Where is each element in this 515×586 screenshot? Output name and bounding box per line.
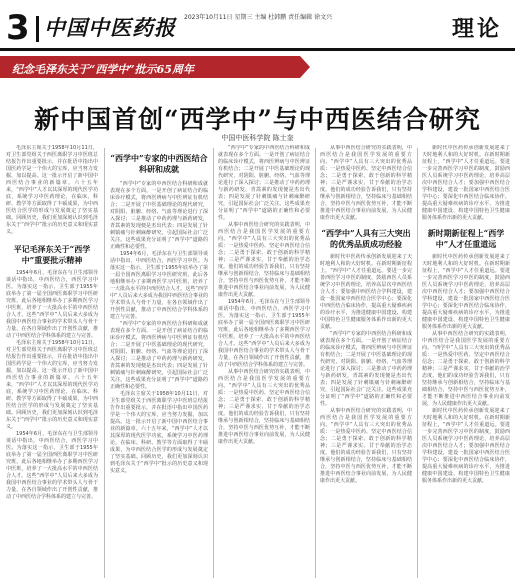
column-paragraph: 毛泽东主席关于1958年10月11日，对卫生部党组关于西医离职学习中医班总结报告作出重要批示，并在批语中指出中国医药学是一个伟大的宝库，应当努力发掘，加以提高。这一批示开启了新中国中西医结合事业的新篇章。六十五年来，“西学中”人才以其深厚的现代医学功底，系统学习中医药理论，在临床、科研、教学等方面取得了丰硕成果，为中西医结合医学的形成与发展奠定了坚实基础。回顾历史，我们更加深刻认识到毛泽东关于“西学中”批示的历史意义和现实意义。 — [110, 391, 208, 474]
subhead-3: 新时期新征程上“西学中”人才任重道远 — [427, 228, 505, 249]
series-banner-arrow — [300, 56, 310, 78]
masthead-title: 中国中医药报 — [44, 15, 176, 40]
column-paragraph: “西学中”专家的中西医结合科研和成就表现在多个方面。一是开创了病证结合的临床诊疗模式，将西医辨病与中医辨证有机结合；二是开展了中医基础理论的现代研究，对阴阳、脏腑、经络、气血等理论进行了深入探讨；三是推动了中药药理与新药研发，青蒿素的发现便是杰出代表；四是发展了针刺镇痛与针刺麻醉研究，引起国际社会广泛关注。这些成果充分证明了“西学中”道路的正确性和必要性。 — [110, 321, 208, 390]
column-paragraph: 毛泽东主席关于1958年10月11日，对卫生部党组关于西医离职学习中医班总结报告作出重要批示，并在批语中指出中国医药学是一个伟大的宝库，应当努力发掘，加以提高。这一批示开启了新中国中西医结合事业的新篇章。六十五年来，“西学中”人才以其深厚的现代医学功底，系统学习中医药理论，在临床、科研、教学等方面取得了丰硕成果，为中西医结合医学的形成与发展奠定了坚实基础。回顾历史，我们更加深刻认识到毛泽东关于“西学中”批示的历史意义和现实意义。 — [6, 340, 98, 430]
header-rule — [0, 48, 515, 51]
column-paragraph: “西学中”专家的中西医结合科研和成就表现在多个方面。一是开创了病证结合的临床诊疗模式，将西医辨病与中医辨证有机结合；二是开展了中医基础理论的现代研究，对阴阳、脏腑、经络、气血等理论进行了深入探讨；三是推动了中药药理与新药研发，青蒿素的发现便是杰出代表；四是发展了针刺镇痛与针刺麻醉研究，引起国际社会广泛关注。这些成果充分证明了“西学中”道路的正确性和必要性。 — [218, 145, 310, 221]
subhead-1: 平记毛泽东关于“西学中”重要批示精神 — [13, 244, 91, 265]
column-paragraph: 1954年6月，毛泽东在与卫生部领导谈话中指出，中西医结合，西医学习中医。为落实这一指示，卫生部于1955年底举办了第一届全国西医离职学习中医研究班，此后各地相继举办了多期西医学习中医班，培养了一大批高水平的中西医结合人才。这些“西学中”人员后来大多成为我国中西医结合事业的学术带头人与骨干力量，在各自领域作出了开创性贡献，推动了中西医结合学科体系的建立与完善。 — [218, 299, 310, 368]
article-column-1 — [6, 145, 98, 583]
page-number: 3 — [6, 8, 28, 48]
column-rule — [213, 148, 214, 578]
column-paragraph: 从事中西医结合研究的实践表明，中西医结合是我国医学发展的重要方向。“西学中”人具有三大突出的优秀品质：一是热爱中医药、坚定中西医结合信念；二是勇于探索、敢于创新的科学精神；三是严谨求实、甘于奉献的治学态度。他们的成功经验告诉我们，只有坚持继承与创新相结合，坚持临床与基础相结合，坚持中医与西医优势互补，才能不断推进中西医结合事业向前发展，为人民健康作出更大贡献。 — [422, 331, 510, 407]
subhead-0: “西学中”专家的中西医结合科研和成就 — [110, 153, 208, 174]
column-paragraph: 从事中西医结合研究的实践表明，中西医结合是我国医学发展的重要方向。“西学中”人具有三大突出的优秀品质：一是热爱中医药、坚定中西医结合信念；二是勇于探索、敢于创新的科学精神；三是严谨求实、甘于奉献的治学态度。他们的成功经验告诉我们，只有坚持继承与创新相结合，坚持临床与基础相结合，坚持中医与西医优势互补，才能不断推进中西医结合事业向前发展，为人民健康作出更大贡献。 — [320, 145, 412, 221]
section-title: 理论 — [452, 16, 503, 42]
subhead-2: “西学中”人具有三大突出的优秀品质成功经验 — [321, 228, 411, 249]
article-column-5 — [422, 145, 510, 583]
column-paragraph: 新时代中医药传承创新发展迎来了天时地利人和的大好时机。在新时期新征程上，“西学中”人才任重道远。要进一步完善西医学习中医的制度，鼓励西医人员系统学习中医药理论，培养高层次中西医结合人才；要加强中西医结合学科建设，建设一批国家中西医结合医学中心；要深化中西医结合临床协作，提高重大疑难疾病的诊疗水平，为推进健康中国建设、构建中国特色卫生健康服务体系作出新的更大贡献。 — [422, 254, 510, 330]
column-rule — [315, 148, 316, 578]
column-paragraph: 1954年6月，毛泽东在与卫生部领导谈话中指出，中西医结合，西医学习中医。为落实这一指示，卫生部于1955年底举办了第一届全国西医离职学习中医研究班，此后各地相继举办了多期西医学习中医班，培养了一大批高水平的中西医结合人才。这些“西学中”人员后来大多成为我国中西医结合事业的学术带头人与骨干力量，在各自领域作出了开创性贡献，推动了中西医结合学科体系的建立与完善。 — [110, 251, 208, 320]
column-paragraph: 毛泽东主席关于1958年10月11日，对卫生部党组关于西医离职学习中医班总结报告作出重要批示，并在批语中指出中国医药学是一个伟大的宝库，应当努力发掘，加以提高。这一批示开启了新中国中西医结合事业的新篇章。六十五年来，“西学中”人才以其深厚的现代医学功底，系统学习中医药理论，在临床、科研、教学等方面取得了丰硕成果，为中西医结合医学的形成与发展奠定了坚实基础。回顾历史，我们更加深刻认识到毛泽东关于“西学中”批示的历史意义和现实意义。 — [6, 145, 98, 235]
column-paragraph: “西学中”专家的中西医结合科研和成就表现在多个方面。一是开创了病证结合的临床诊疗模式，将西医辨病与中医辨证有机结合；二是开展了中医基础理论的现代研究，对阴阳、脏腑、经络、气血等理论进行了深入探讨；三是推动了中药药理与新药研发，青蒿素的发现便是杰出代表；四是发展了针刺镇痛与针刺麻醉研究，引起国际社会广泛关注。这些成果充分证明了“西学中”道路的正确性和必要性。 — [320, 331, 412, 407]
article-headline: 新中国首创“西学中”与中西医结合研究 — [34, 105, 481, 134]
column-paragraph: 1954年6月，毛泽东在与卫生部领导谈话中指出，中西医结合，西医学习中医。为落实这一指示，卫生部于1955年底举办了第一届全国西医离职学习中医研究班，此后各地相继举办了多期西医学习中医班，培养了一大批高水平的中西医结合人才。这些“西学中”人员后来大多成为我国中西医结合事业的学术带头人与骨干力量，在各自领域作出了开创性贡献，推动了中西医结合学科体系的建立与完善。 — [6, 431, 98, 500]
article-column-4 — [320, 145, 412, 583]
column-paragraph: 从事中西医结合研究的实践表明，中西医结合是我国医学发展的重要方向。“西学中”人具有三大突出的优秀品质：一是热爱中医药、坚定中西医结合信念；二是勇于探索、敢于创新的科学精神；三是严谨求实、甘于奉献的治学态度。他们的成功经验告诉我们，只有坚持继承与创新相结合，坚持临床与基础相结合，坚持中医与西医优势互补，才能不断推进中西医结合事业向前发展，为人民健康作出更大贡献。 — [218, 369, 310, 445]
column-paragraph: 新时代中医药传承创新发展迎来了天时地利人和的大好时机。在新时期新征程上，“西学中”人才任重道远。要进一步完善西医学习中医的制度，鼓励西医人员系统学习中医药理论，培养高层次中西医结合人才；要加强中西医结合学科建设，建设一批国家中西医结合医学中心；要深化中西医结合临床协作，提高重大疑难疾病的诊疗水平，为推进健康中国建设、构建中国特色卫生健康服务体系作出新的更大贡献。 — [422, 408, 510, 484]
column-rule — [104, 148, 105, 578]
column-paragraph: “西学中”专家的中西医结合科研和成就表现在多个方面。一是开创了病证结合的临床诊疗模式，将西医辨病与中医辨证有机结合；二是开展了中医基础理论的现代研究，对阴阳、脏腑、经络、气血等理论进行了深入探讨；三是推动了中药药理与新药研发，青蒿素的发现便是杰出代表；四是发展了针刺镇痛与针刺麻醉研究，引起国际社会广泛关注。这些成果充分证明了“西学中”道路的正确性和必要性。 — [110, 181, 208, 250]
column-paragraph: 1954年6月，毛泽东在与卫生部领导谈话中指出，中西医结合，西医学习中医。为落实这一指示，卫生部于1955年底举办了第一届全国西医离职学习中医研究班，此后各地相继举办了多期西医学习中医班，培养了一大批高水平的中西医结合人才。这些“西学中”人员后来大多成为我国中西医结合事业的学术带头人与骨干力量，在各自领域作出了开创性贡献，推动了中西医结合学科体系的建立与完善。 — [6, 270, 98, 339]
column-paragraph: 从事中西医结合研究的实践表明，中西医结合是我国医学发展的重要方向。“西学中”人具有三大突出的优秀品质：一是热爱中医药、坚定中西医结合信念；二是勇于探索、敢于创新的科学精神；三是严谨求实、甘于奉献的治学态度。他们的成功经验告诉我们，只有坚持继承与创新相结合，坚持临床与基础相结合，坚持中医与西医优势互补，才能不断推进中西医结合事业向前发展，为人民健康作出更大贡献。 — [320, 408, 412, 484]
column-paragraph: 从事中西医结合研究的实践表明，中西医结合是我国医学发展的重要方向。“西学中”人具有三大突出的优秀品质：一是热爱中医药、坚定中西医结合信念；二是勇于探索、敢于创新的科学精神；三是严谨求实、甘于奉献的治学态度。他们的成功经验告诉我们，只有坚持继承与创新相结合，坚持临床与基础相结合，坚持中医与西医优势互补，才能不断推进中西医结合事业向前发展，为人民健康作出更大贡献。 — [218, 222, 310, 298]
article-column-2 — [110, 145, 208, 583]
series-banner — [0, 56, 300, 78]
article-byline: 中国中医科学院 陈士奎 — [221, 134, 294, 142]
series-banner-text: 纪念毛泽东关于“西学中”批示65周年 — [12, 63, 194, 76]
page-number-divider — [36, 16, 39, 42]
article-column-3 — [218, 145, 310, 583]
column-rule — [417, 148, 418, 578]
column-paragraph: 新时代中医药传承创新发展迎来了天时地利人和的大好时机。在新时期新征程上，“西学中”人才任重道远。要进一步完善西医学习中医的制度，鼓励西医人员系统学习中医药理论，培养高层次中西医结合人才；要加强中西医结合学科建设，建设一批国家中西医结合医学中心；要深化中西医结合临床协作，提高重大疑难疾病的诊疗水平，为推进健康中国建设、构建中国特色卫生健康服务体系作出新的更大贡献。 — [422, 145, 510, 221]
column-paragraph: 新时代中医药传承创新发展迎来了天时地利人和的大好时机。在新时期新征程上，“西学中”人才任重道远。要进一步完善西医学习中医的制度，鼓励西医人员系统学习中医药理论，培养高层次中西医结合人才；要加强中西医结合学科建设，建设一批国家中西医结合医学中心；要深化中西医结合临床协作，提高重大疑难疾病的诊疗水平，为推进健康中国建设、构建中国特色卫生健康服务体系作出新的更大贡献。 — [320, 254, 412, 330]
masthead-dateline: 2023年10月11日 星期三 主编 杜韩鹏 责任编辑 徐文兴 — [184, 14, 333, 21]
newspaper-header — [0, 0, 515, 50]
